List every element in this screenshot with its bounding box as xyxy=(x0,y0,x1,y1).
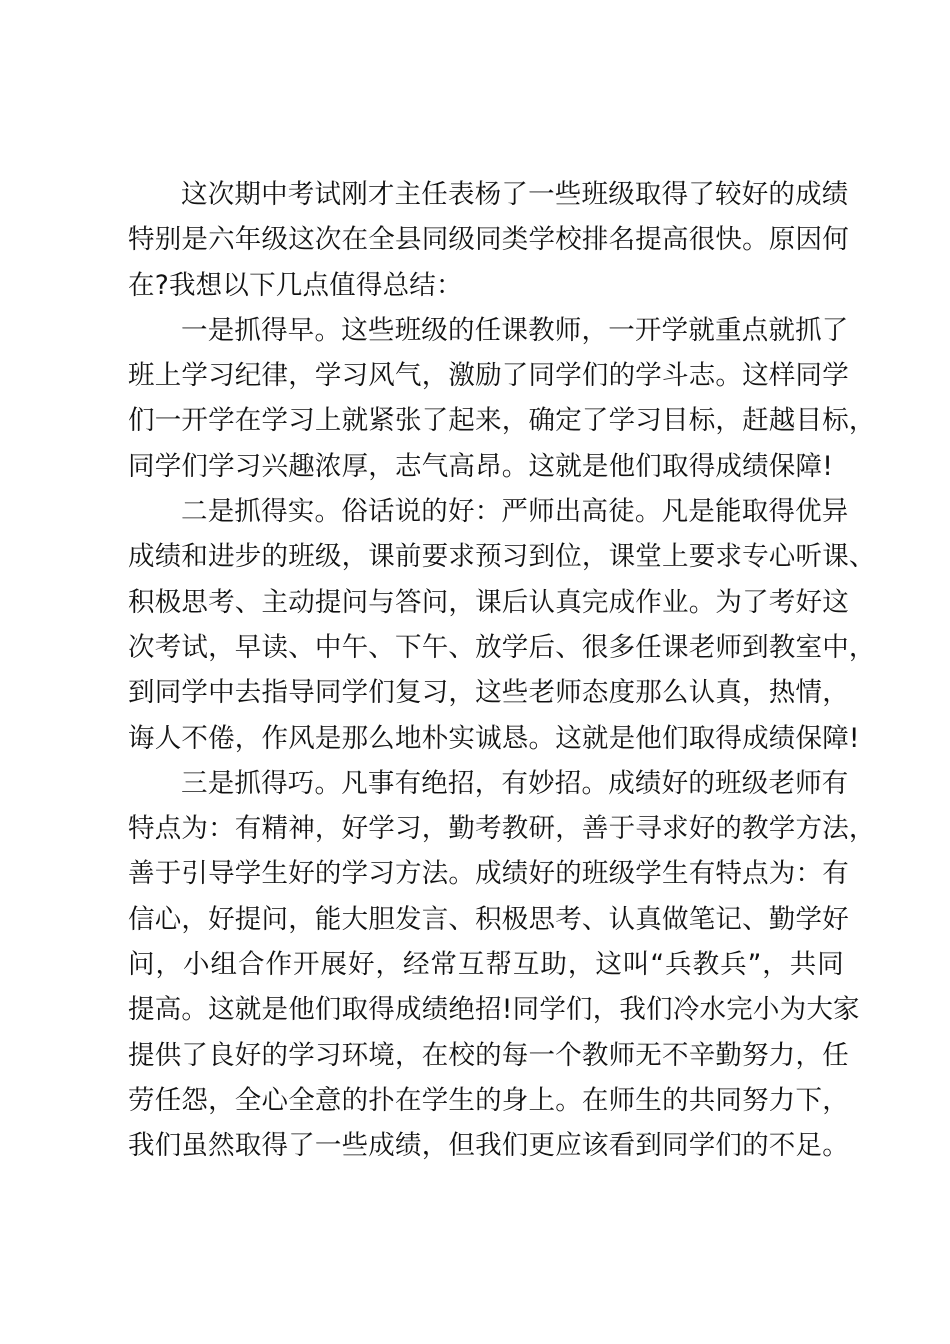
text-line: 二是抓得实。俗话说的好：严师出高徒。凡是能取得优异 xyxy=(181,496,849,528)
text-line: 次考试，早读、中午、下午、放学后、很多任课老师到教室中， xyxy=(128,631,876,663)
text-line: 特点为：有精神，好学习，勤考教研，善于寻求好的教学方法， xyxy=(128,813,876,845)
text-line: 三是抓得巧。凡事有绝招，有妙招。成绩好的班级老师有 xyxy=(181,767,849,799)
text-line: 班上学习纪律，学习风气，激励了同学们的学斗志。这样同学 xyxy=(128,360,849,392)
text-line: 同学们学习兴趣浓厚，志气高昂。这就是他们取得成绩保障! xyxy=(128,450,834,482)
text-line: 劳任怨，全心全意的扑在学生的身上。在师生的共同努力下， xyxy=(128,1084,849,1116)
paragraph-1 xyxy=(128,172,849,308)
text-line: 提高。这就是他们取得成绩绝招!同学们，我们冷水完小为大家 xyxy=(128,994,860,1026)
text-line: 这次期中考试刚才主任表杨了一些班级取得了较好的成绩 xyxy=(181,179,849,210)
paragraph-4 xyxy=(128,761,876,1169)
text-line: 特别是六年级这次在全县同级同类学校排名提高很快。原因何 xyxy=(128,224,849,256)
text-line: 在?我想以下几点值得总结： xyxy=(128,269,463,301)
text-line: 我们虽然取得了一些成绩，但我们更应该看到同学们的不足。 xyxy=(128,1130,849,1162)
document-body xyxy=(128,172,876,1169)
text-line: 诲人不倦，作风是那么地朴实诚恳。这就是他们取得成绩保障! xyxy=(128,722,860,754)
text-line: 们一开学在学习上就紧张了起来，确定了学习目标，赶越目标， xyxy=(128,405,876,437)
text-line: 一是抓得早。这些班级的任课教师，一开学就重点就抓了 xyxy=(181,314,849,346)
text-line: 问，小组合作开展好，经常互帮互助，这叫“兵教兵”，共同 xyxy=(128,949,844,981)
text-line: 信心，好提问，能大胆发言、积极思考、认真做笔记、勤学好 xyxy=(128,903,849,935)
text-line: 提供了良好的学习环境，在校的每一个教师无不辛勤努力，任 xyxy=(128,1039,849,1071)
text-line: 善于引导学生好的学习方法。成绩好的班级学生有特点为：有 xyxy=(128,858,849,890)
paragraph-2 xyxy=(128,308,876,489)
paragraph-3 xyxy=(128,489,876,761)
text-line: 积极思考、主动提问与答问，课后认真完成作业。为了考好这 xyxy=(128,586,849,618)
text-line: 到同学中去指导同学们复习，这些老师态度那么认真，热情， xyxy=(128,677,849,709)
text-line: 成绩和进步的班级，课前要求预习到位，课堂上要求专心听课、 xyxy=(128,541,876,573)
